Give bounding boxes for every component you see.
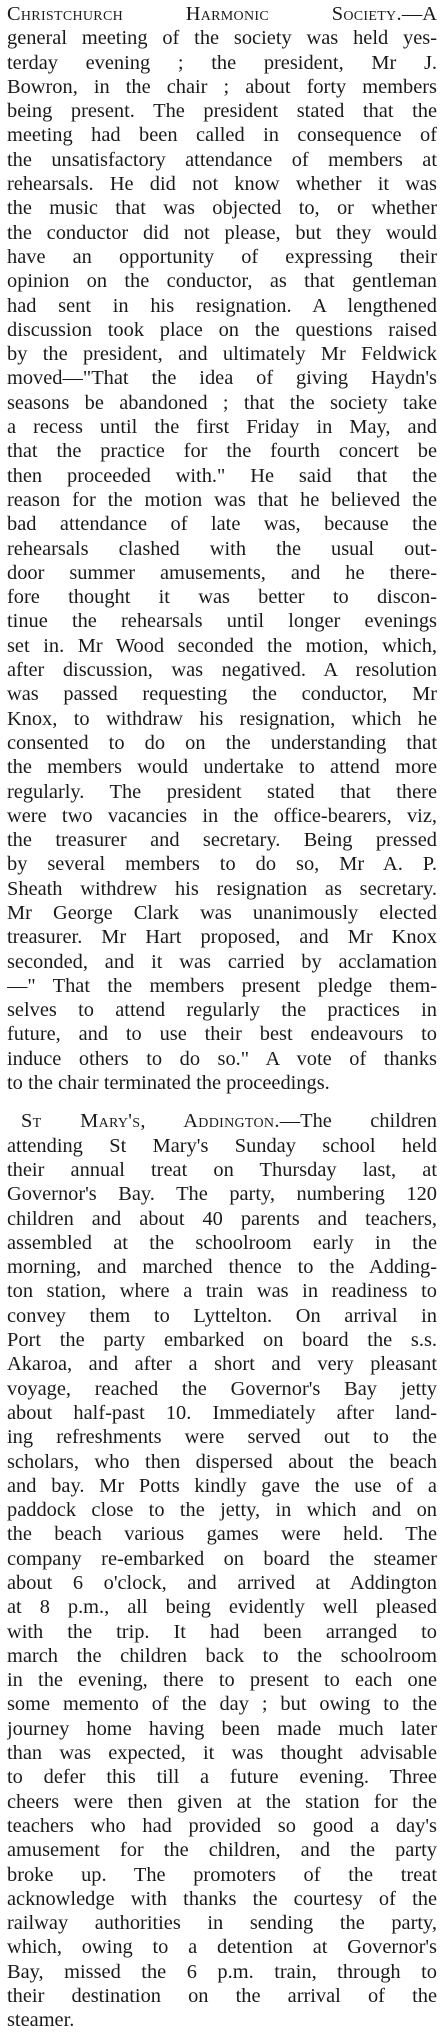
text-line: assembled at the schoolroom early in the: [7, 1231, 437, 1254]
text-line: the conductor did not please, but they would: [7, 221, 437, 244]
text-line: ton station, where a train was in readiness to: [7, 1280, 437, 1303]
text-line: seasons be abandoned ; that the society take: [7, 391, 437, 414]
text-line: the beach various games were held. The: [7, 1523, 437, 1546]
text-line: ing refreshments were served out to the: [7, 1426, 437, 1449]
text-line: fore thought it was better to discon-: [7, 586, 437, 609]
text-line: Sheath withdrew his resignation as secretary.: [7, 877, 437, 900]
text-line: treasurer. Mr Hart proposed, and Mr Knox: [7, 926, 437, 949]
text-line: by the president, and ultimately Mr Feldwick: [7, 343, 437, 366]
heading-dash: —A: [401, 3, 437, 25]
text-line: was passed requesting the conductor, Mr: [7, 683, 437, 706]
text-line: some memento of the day ; but owing to the: [7, 1693, 437, 1716]
text-line: amusement for the children, and the party: [7, 1839, 437, 1862]
text-line: company re-embarked on board the steamer: [7, 1547, 437, 1570]
text-line: had sent in his resignation. A lengthened: [7, 294, 437, 317]
text-line: set in. Mr Wood seconded the motion, which,: [7, 634, 437, 657]
text-line: voyage, reached the Governor's Bay jetty: [7, 1377, 437, 1400]
text-line: convey them to Lyttelton. On arrival in: [7, 1304, 437, 1327]
article-first-line: [7, 1109, 437, 1133]
text-line: regularly. The president stated that there: [7, 780, 437, 803]
text-line: were two vacancies in the office-bearers, viz,: [7, 804, 437, 827]
text-line: Akaroa, and after a short and very pleasant: [7, 1353, 437, 1376]
text-line: which, owing to a detention at Governor's: [7, 1936, 437, 1959]
text-line: in the evening, there to present to each one: [7, 1669, 437, 1692]
text-line: future, and to use their best endeavours to: [7, 1023, 437, 1046]
text-line: march the children back to the schoolroom: [7, 1644, 437, 1667]
article-st-marys: [7, 1109, 437, 2032]
text-line: the unsatisfactory attendance of members at: [7, 148, 437, 171]
text-line: terday evening ; the president, Mr J.: [7, 51, 437, 74]
text-line: bad attendance of late was, because the: [7, 513, 437, 536]
text-line: morning, and marched thence to the Adding-: [7, 1256, 437, 1279]
text-line: to the chair terminated the proceedings.: [7, 1072, 330, 1095]
text-line: by several members to do so, Mr A. P.: [7, 853, 437, 876]
text-line: tinue the rehearsals until longer evenings: [7, 610, 437, 633]
text-line: rehearsals. He did not know whether it was: [7, 173, 437, 196]
article-first-line: [7, 2, 437, 26]
text-line: steamer.: [7, 2009, 75, 2032]
text-line: teachers who had provided so good a day's: [7, 1814, 437, 1837]
text-line: Mr George Clark was unanimously elected: [7, 901, 437, 924]
text-line: the music that was objected to, or whether: [7, 197, 437, 220]
text-line: then proceeded with." He said that the: [7, 464, 437, 487]
text-line: the treasurer and secretary. Being pressed: [7, 829, 437, 852]
text-line: that the practice for the fourth concert be: [7, 440, 437, 463]
text-line: —" That the members present pledge them-: [7, 974, 437, 997]
text-line: to defer this till a future evening. Three: [7, 1766, 437, 1789]
text-line: journey home having been made much later: [7, 1717, 437, 1740]
article-body: [7, 26, 437, 1095]
text-line: Bowron, in the chair ; about forty members: [7, 75, 437, 98]
text-line: Knox, to withdraw his resignation, which he: [7, 707, 437, 730]
heading-lead-in: —The children: [279, 1110, 437, 1133]
text-line: paddock close to the jetty, in which and on: [7, 1499, 437, 1522]
text-line: acknowledge with thanks the courtesy of the: [7, 1887, 437, 1910]
text-line: have an opportunity of expressing their: [7, 245, 437, 268]
text-line: a recess until the first Friday in May, and: [7, 416, 437, 439]
article-separator: [7, 1095, 437, 1109]
text-line: attending St Mary's Sunday school held: [7, 1134, 437, 1157]
text-line: broke up. The promoters of the treat: [7, 1863, 437, 1886]
article-heading: St Mary's, Addington.: [21, 1110, 280, 1133]
text-line: door summer amusements, and he there-: [7, 561, 437, 584]
text-line: Governor's Bay. The party, numbering 120: [7, 1183, 437, 1206]
text-line: at 8 p.m., all being evidently well pleased: [7, 1596, 437, 1619]
article-heading: Christchurch Harmonic Society.: [7, 3, 402, 25]
text-line: seconded, and it was carried by acclamation: [7, 950, 437, 973]
text-line: about 6 o'clock, and arrived at Addington: [7, 1572, 437, 1594]
text-line: Port the party embarked on board the s.s.: [7, 1329, 437, 1352]
text-line: meeting had been called in consequence of: [7, 124, 437, 147]
text-line: induce others to do so." A vote of thanks: [7, 1047, 437, 1070]
text-line: Bay, missed the 6 p.m. train, through to: [7, 1960, 437, 1983]
newspaper-column: [7, 2, 437, 2033]
text-line: rehearsals clashed with the usual out-: [7, 537, 437, 560]
text-line: children and about 40 parents and teachers,: [7, 1207, 437, 1230]
article-body: [7, 1134, 437, 2033]
text-line: reason for the motion was that he believed the: [7, 488, 437, 511]
text-line: than was expected, it was thought advisable: [7, 1742, 437, 1765]
text-line: general meeting of the society was held yes-: [7, 27, 437, 50]
text-line: discussion took place on the questions raised: [7, 318, 437, 341]
text-line: selves to attend regularly the practices in: [7, 999, 437, 1022]
text-line: railway authorities in sending the party,: [7, 1912, 437, 1935]
text-line: scholars, who then dispersed about the beach: [7, 1450, 437, 1473]
text-line: after discussion, was negatived. A resolution: [7, 659, 437, 682]
text-line: and bay. Mr Potts kindly gave the use of a: [7, 1474, 437, 1497]
text-line: the members would undertake to attend more: [7, 756, 437, 779]
text-line: their destination on the arrival of the: [7, 1985, 437, 2008]
article-harmonic-society: [7, 2, 437, 1095]
text-line: with the trip. It had been arranged to: [7, 1620, 437, 1643]
text-line: cheers were then given at the station for the: [7, 1790, 437, 1813]
text-line: their annual treat on Thursday last, at: [7, 1158, 437, 1181]
text-line: moved—"That the idea of giving Haydn's: [7, 367, 437, 390]
text-line: being present. The president stated that the: [7, 100, 437, 123]
text-line: consented to do on the understanding that: [7, 731, 437, 754]
text-line: about half-past 10. Immediately after land-: [7, 1401, 437, 1424]
text-line: opinion on the conductor, as that gentleman: [7, 270, 437, 293]
